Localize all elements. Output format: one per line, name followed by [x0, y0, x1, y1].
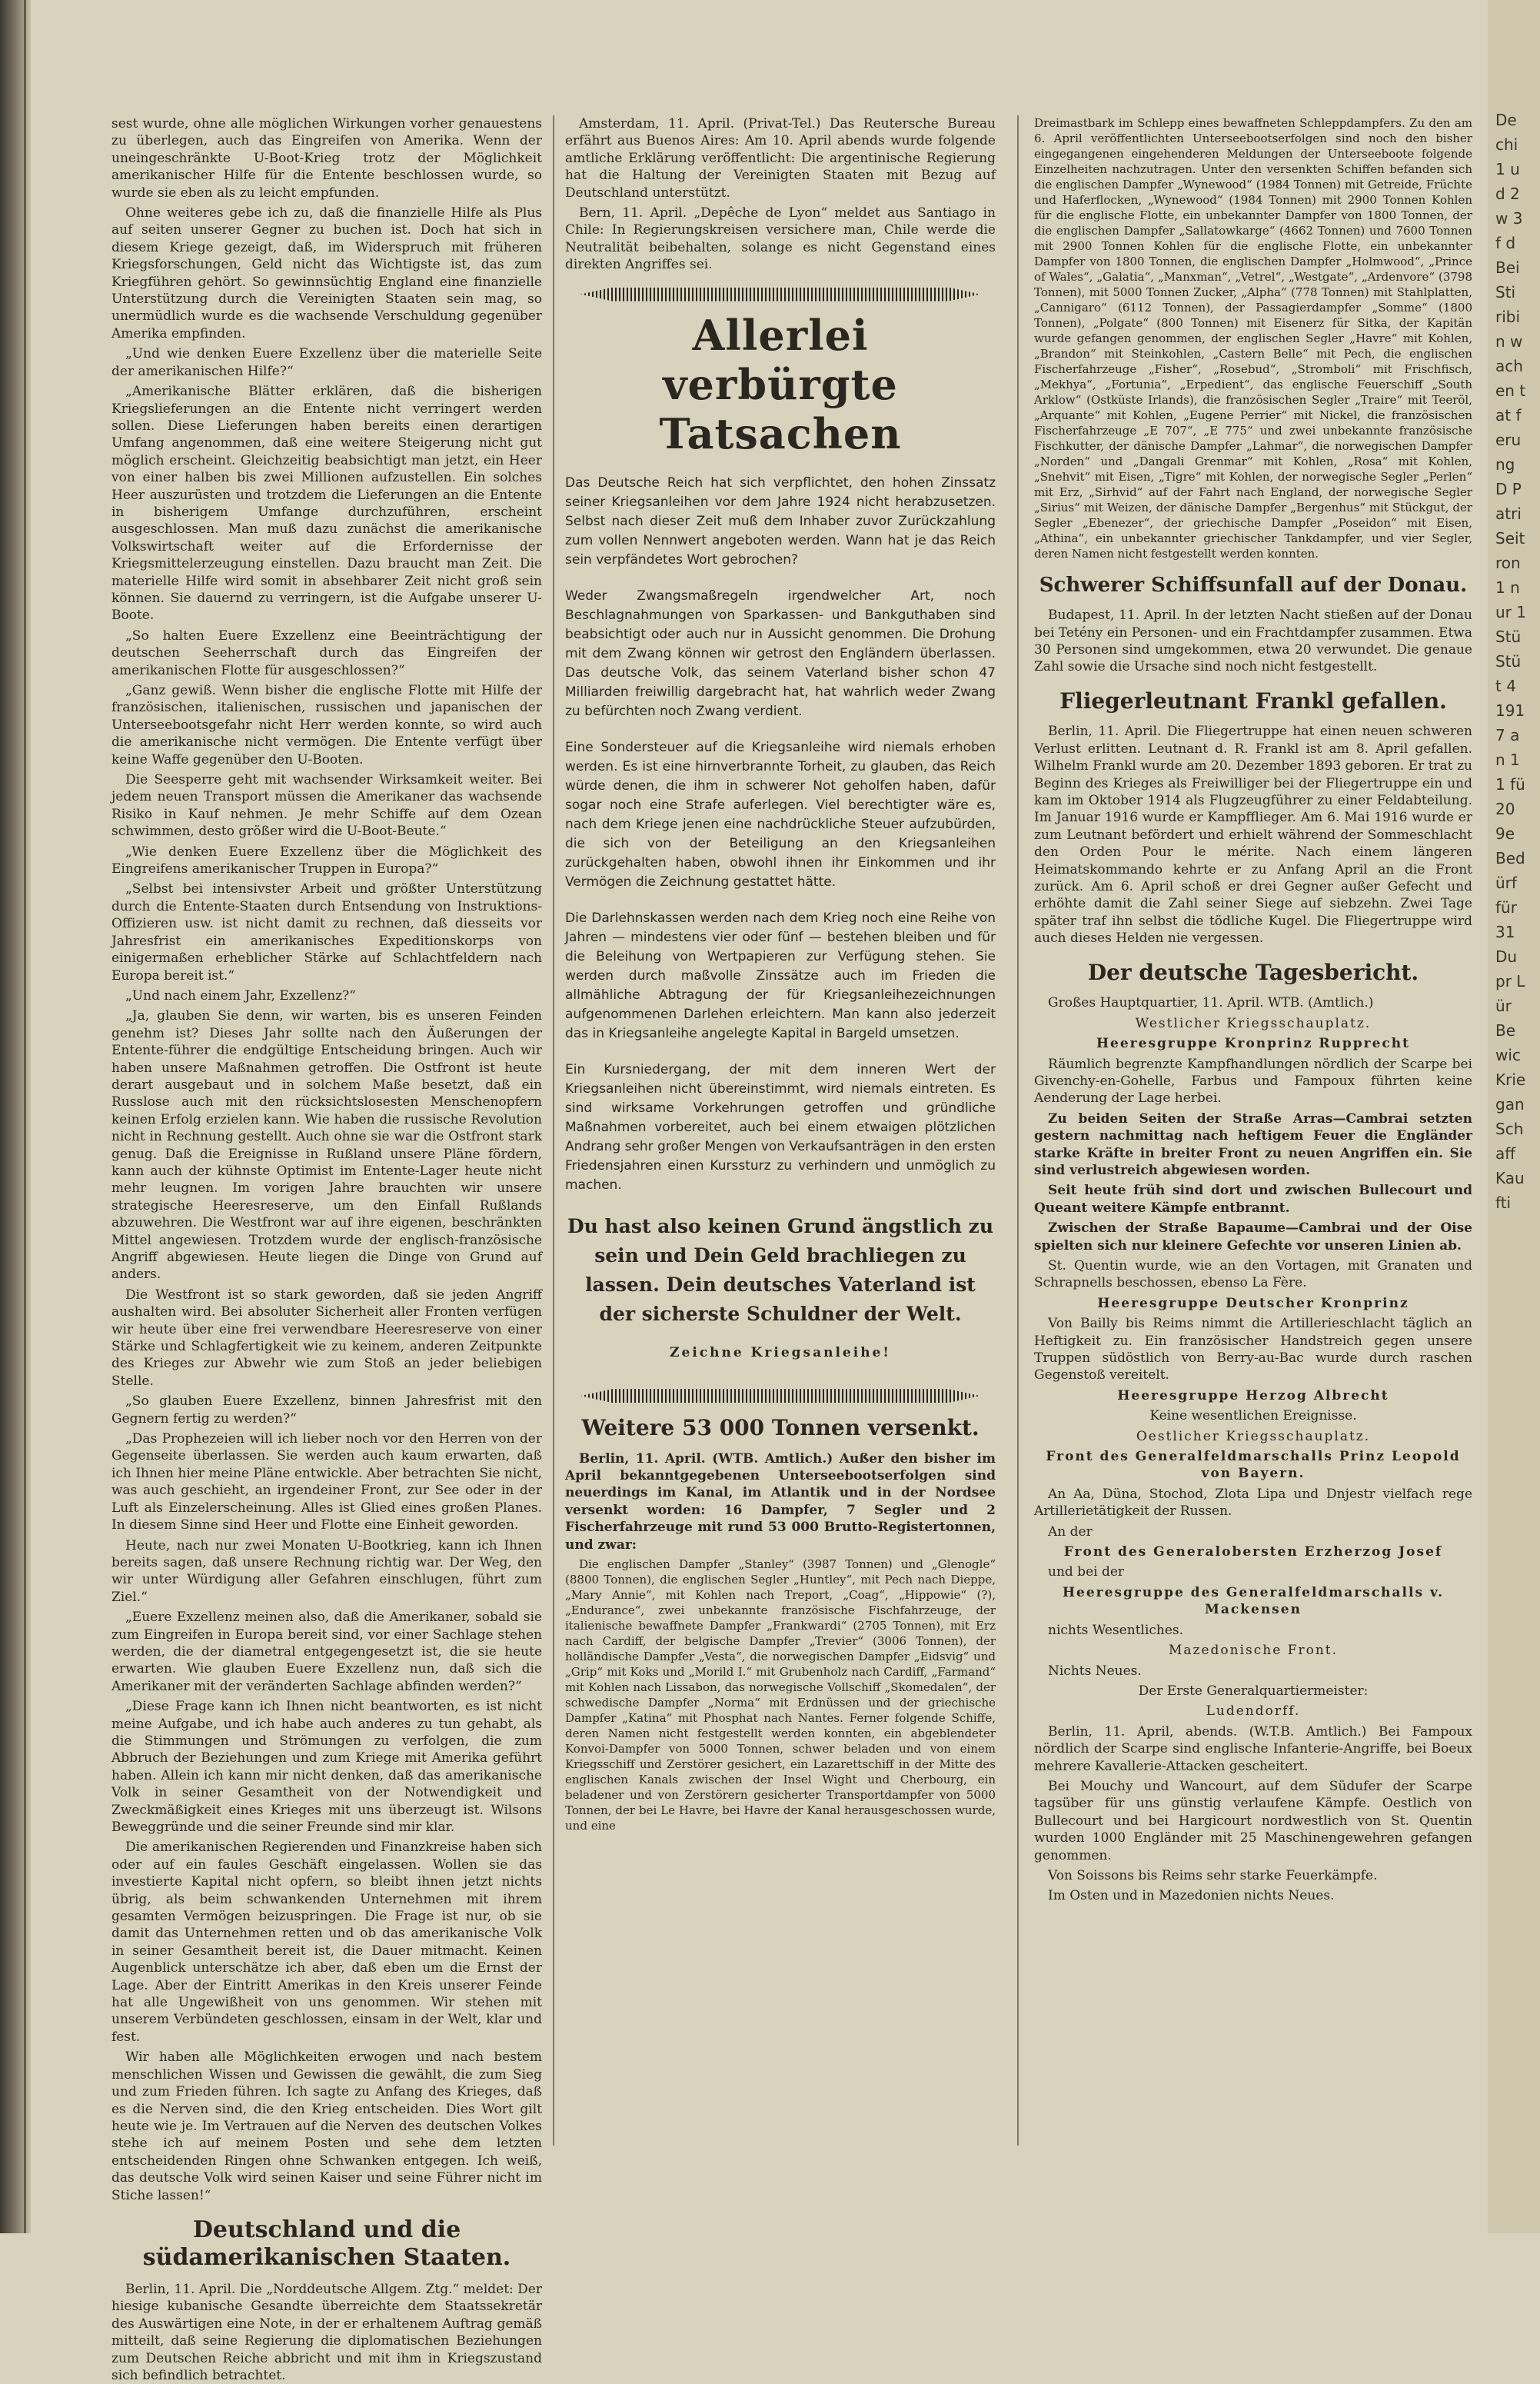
report-paragraph: Zu beiden Seiten der Straße Arras—Cambrai setzten gestern nachmittag nach heftigem Feuer die Engländer starke Kräfte in breiter Front zu neuen Angriffen ein. Sie sind verlustreich abgewiesen worden.: [1034, 1110, 1472, 1178]
binding-spine: [0, 0, 31, 2233]
evening-report: Berlin, 11. April, abends. (W.T.B. Amtlich.) Bei Fampoux nördlich der Scarpe sind englische Infanterie-Angriffe, bei Boeux mehrere Kavallerie-Attacken gescheitert.: [1034, 1723, 1472, 1774]
column-left: [111, 115, 542, 2383]
ship-list-continued: Dreimastbark im Schlepp eines bewaffneten Schleppdampfers. Zu den am 6. April veröffentlichten Unterseebootserfolgen sind noch den bisher eingegangenen eingehenderen Meldungen der Unterseeboote folgende Einzelheiten nachzutragen. Unter den versenkten Schiffen befanden sich die englischen Dampfer „Wynewood“ (1984 Tonnen) mit Getreide, Früchte und Haferflocken, „Wynewood“ (1984 Tonnen) mit 2900 Tonnen Kohlen für die englische Flotte, ein unbekannter Dampfer von 1800 Tonnen, der die englischen Dampfer „Sallatowkarge“ (4662 Tonnen) und 7600 Tonnen mit 2900 Tonnen Kohlen für die englische Flotte, ein unbekannter Dampfer von 1800 Tonnen, die englischen Dampfer „Holmwood“, „Prince of Wales“, „Galatia“, „Manxman“, „Vetrel“, „Westgate“, „Ardenvore“ (3798 Tonnen), mit 5000 Tonnen Zucker, „Alpha“ (778 Tonnen) mit Stahlplatten, „Cannigaro“ (6112 Tonnen), der Passagierdampfer „Somme“ (1800 Tonnen), „Polgate“ (800 Tonnen) mit Eisenerz für Sitka, der Kapitän wurde gefangen genommen, der englischen Segler „Havre“ mit Kohlen, „Brandon“ mit Steinkohlen, „Castern Belle“ mit Pech, die englischen Fischerfahrzeuge „Fisher“, „Rosebud“, „Stromboli“ mit Frischfisch, „Mekhya“, „Fortunia“, „Erpedient“, das englische Feuerschiff „South Arklow“ (Ostküste Irlands), die französischen Segler „Traire“ mit Teeröl, „Arquante“ mit Kohlen, „Eugene Perrier“ mit Nickel, die französischen Fischerfahrzeuge „E 707“, „E 775“ und zwei unbekannte französische Fischkutter, der dänische Dampfer „Lahmar“, die norwegischen Dampfer „Norden“ und „Dangali Grenmar“ mit Kohlen, „Rosa“ mit Kohlen, „Snehvit“ mit Eisen, „Tigre“ mit Kohlen, der norwegische Segler „Perlen“ mit Erz, „Sirhvid“ auf der Fahrt nach England, der norwegische Segler „Sirius“ mit Weizen, der dänische Dampfer „Bergenhus“ mit Stückgut, der Segler „Ebenezer“, der griechische Dampfer „Poseidon“ mit Eisen, „Athina“, ein unbekannter griechischer Tankdampfer, und vier Segler, deren Namen nicht festgestellt werden konnten.: [1034, 116, 1472, 561]
evening-report: Im Osten und in Mazedonien nichts Neues.: [1048, 1888, 1335, 1904]
column-right: [1034, 115, 1472, 2146]
column-rule: [553, 115, 554, 2146]
adjacent-page-text: De chi 1 ud 2 w 3f d Bei Sti ribin wachen tat ferung D Patri Seit ron 1 nur 1 Stü Stüt 4 1917 an 1 1 fü 20 9e Bedürf für 31 Dupr Lür Bewic Kriegan Schaff Kaufti: [1495, 111, 1526, 1212]
report-section: Mazedonische Front.: [1168, 1643, 1339, 1659]
report-intro: Großes Hauptquartier, 11. April. WTB. (Amtlich.): [1048, 995, 1374, 1011]
column-middle: [565, 115, 996, 2146]
report-paragraph: Nichts Neues.: [1048, 1663, 1142, 1679]
headline-donau: Schwerer Schiffsunfall auf der Donau.: [1039, 574, 1468, 597]
fact-item: Das Deutsche Reich hat sich verpflichtet, den hohen Zinssatz seiner Kriegsanleihen vor dem Jahre 1924 nicht herabzusetzen. Selbst nach dieser Zeit muß dem Inhaber zuvor Zurückzahlung zum vollen Nennwert angeboten werden. Wann hat je das Reich sein verpfändetes Wort gebrochen?: [565, 474, 996, 568]
report-front: Front des Generalfeldmarschalls Prinz Leopold von Bayern.: [1046, 1449, 1461, 1482]
report-paragraph: Von Bailly bis Reims nimmt die Artillerieschlacht täglich an Heftigkeit zu. Ein französischer Handstreich gegen unsere Truppen südöstlich von Berry-au-Bac wurde durch raschen Gegenstoß vereitelt.: [1034, 1316, 1472, 1383]
headline-tonnen: Weitere 53 000 Tonnen versenkt.: [581, 1415, 980, 1441]
paragraph: „Diese Frage kann ich Ihnen nicht beantworten, es ist nicht meine Aufgabe, und ich habe auch anderes zu tun gehabt, als die Stimmungen und Strömungen zu verfolgen, die zum Abbruch der Beziehungen und zum Kriege mit Amerika geführt haben. Allein ich kann mir nicht denken, daß das amerikanische Volk in seiner Gesamtheit von der Notwendigkeit und Zweckmäßigkeit eines Krieges mit uns überzeugt ist. Wilsons Beweggründe und die seiner Freunde sind mir klar.: [111, 1699, 542, 1835]
newspaper-page: [111, 115, 1480, 2383]
paragraph: „Ganz gewiß. Wenn bisher die englische Flotte mit Hilfe der französischen, italienischen, russischen und japanischen der Unterseebootsgefahr nicht Herr werden konnte, so wird auch die amerikanische nicht vermögen. Die Entente verfügt über keine Waffe gegenüber den U-Booten.: [111, 683, 542, 767]
appeal-text: Du hast also keinen Grund ängstlich zu sein und Dein Geld brachliegen zu lassen. Dein deutsches Vaterland ist der sicherste Schuldner der Welt.: [567, 1214, 994, 1325]
box-title-line: verbürgte Tatsachen: [659, 359, 902, 458]
report-group: Heeresgruppe Deutscher Kronprinz: [1097, 1295, 1409, 1311]
paragraph: sest wurde, ohne alle möglichen Wirkungen vorher genauestens zu überlegen, auch das Eingreifen von Amerika. Wenn der uneingeschränkte U-Boot-Krieg trotz der Möglichkeit amerikanischer Hilfe für die Entente beschlossen wurde, so wurde sie eben als zu leicht empfunden.: [111, 116, 542, 201]
fact-item: Eine Sondersteuer auf die Kriegsanleihe wird niemals erhoben werden. Es ist eine hirnverbrannte Torheit, zu glauben, das Reich würde denen, die ihm in schwerer Not geholfen haben, dafür sogar noch eine Strafe auferlegen. Viel berechtigter wäre es, nach dem Kriege jenen eine nachdrückliche Steuer aufzubürden, die sich von der Beteiligung an den Kriegsanleihen zurückgehalten haben, obwohl ihnen ihr Einkommen und ihr Vermögen die Zeichnung gestattet hätte.: [565, 739, 996, 890]
report-paragraph: Seit heute früh sind dort und zwischen Bullecourt und Queant weitere Kämpfe entbrannt.: [1034, 1183, 1472, 1216]
report-front: Heeresgruppe des Generalfeldmarschalls v. Mackensen: [1062, 1584, 1445, 1618]
article-frankl: Berlin, 11. April. Die Fliegertruppe hat einen neuen schweren Verlust erlitten. Leutnant d. R. Frankl ist am 8. April gefallen. Wilhelm Frankl wurde am 20. Dezember 1893 geboren. Er trat zu Beginn des Krieges als Freiwilliger bei der Fliegertruppe ein und kam im Oktober 1914 als Flugzeugführer zu einer Feldabteilung. Im Januar 1916 wurde er Kampfflieger. Am 6. Mai 1916 wurde er zum Leutnant befördert und erhielt während der Sommeschlacht den Orden Pour le mérite. Nach einem längeren Heimatskommando kehrte er zu Anfang April an die Front zurück. Am 6. April schoß er drei Gegner außer Gefecht und erhöhte damit die Zahl seiner Siege auf siebzehn. Zwei Tage später traf ihn selbst die tödliche Kugel. Die Fliegertruppe wird auch dieses Helden nie vergessen.: [1034, 724, 1472, 947]
report-signature: Ludendorff.: [1206, 1703, 1301, 1720]
news-bern: Bern, 11. April. „Depêche de Lyon“ meldet aus Santiago in Chile: In Regierungskreisen versichere man, Chile werde die Neutralität beibehalten, solange es nicht Gegenstand eines direkten Angriffes sei.: [565, 205, 996, 273]
report-paragraph: Keine wesentlichen Ereignisse.: [1149, 1408, 1357, 1424]
paragraph: Die amerikanischen Regierenden und Finanzkreise haben sich oder auf ein faules Geschäft eingelassen. Wollen sie das investierte Kapital nicht opfern, so bleibt ihnen jetzt nichts übrig, als beim schwankenden Unternehmen mit ihrem gesamten Vermögen beizuspringen. Die Frage ist nur, ob sie damit das Unternehmen retten und ob das amerikanische Volk in seiner Gesamtheit bereit ist, die Dauer mitmacht. Keinen Augenblick unterschätze ich aber, daß eben um die Ernst der Lage. Aber der Eintritt Amerikas in den Kreis unserer Feinde hat alle Ungewißheit von uns genommen. Wir stehen mit unserem Verbündeten geschlossen, einsam in der Welt, klar und fest.: [111, 1840, 542, 2045]
box-title: [565, 311, 996, 458]
evening-report: Bei Mouchy und Wancourt, auf dem Südufer der Scarpe tagsüber für uns günstig verlaufene Kämpfe. Oestlich von Bullecourt und bei Hargicourt nordwestlich von St. Quentin wurden 1000 Engländer mit 25 Maschinengewehren gefangen genommen.: [1034, 1778, 1472, 1863]
paragraph: „Selbst bei intensivster Arbeit und größter Unterstützung durch die Entente-Staaten durch Entsendung von Instruktions-Offizieren usw. ist nicht damit zu rechnen, daß diesseits vor Jahresfrist ein amerikanisches Expeditionskorps von einigermaßen erheblicher Stärke auf Schlachtfeldern nach Europa bereit ist.“: [111, 881, 542, 984]
article-donau: Budapest, 11. April. In der letzten Nacht stießen auf der Donau bei Tetény ein Personen- und ein Frachtdampfer zusammen. Etwa 30 Personen sind umgekommen, etwa 20 verwundet. Die genaue Zahl sowie die Ursache sind noch nicht festgestellt.: [1034, 608, 1472, 675]
report-paragraph: St. Quentin wurde, wie an den Vortagen, mit Granaten und Schrapnells beschossen, ebenso La Fère.: [1034, 1257, 1472, 1291]
slogan: Zeichne Kriegsanleihe!: [670, 1344, 891, 1360]
report-front: Front des Generalobersten Erzherzog Josef: [1063, 1544, 1443, 1560]
paragraph: „Wie denken Euere Exzellenz über die Möglichkeit des Eingreifens amerikanischer Truppen in Europa?“: [111, 844, 542, 877]
headline-frankl: Fliegerleutnant Frankl gefallen.: [1059, 688, 1447, 714]
report-section: Oestlicher Kriegsschauplatz.: [1136, 1428, 1371, 1444]
fact-item: Die Darlehnskassen werden nach dem Krieg noch eine Reihe von Jahren — mindestens vier oder fünf — bestehen bleiben und für die Beleihung von Wertpapieren zur Verfügung stehen. Sie werden durch maßvolle Zinssätze auch im Frieden die allmähliche Abtragung der für Kriegsanleihezeichnungen aufgenommenen Darlehen erleichtern. Man kann also jederzeit das in Kriegsanleihe angelegte Kapital in Bargeld umsetzen.: [565, 910, 996, 1041]
report-paragraph: Räumlich begrenzte Kampfhandlungen nördlich der Scarpe bei Givenchy-en-Gohelle, Farbus und Fampoux führten keine Aenderung der Lage herbei.: [1034, 1056, 1472, 1107]
paragraph: Die Seesperre geht mit wachsender Wirksamkeit weiter. Bei jedem neuen Transport müssen die Amerikaner das wachsende Risiko in Kauf nehmen. Je mehr Schiffe auf dem Ozean schwimmen, desto größer wird die U-Boot-Beute.“: [111, 772, 542, 840]
headline-tagesbericht: Der deutsche Tagesbericht.: [1087, 959, 1419, 985]
paragraph: „So halten Euere Exzellenz eine Beeinträchtigung der deutschen Seeherrschaft durch das Eingreifen der amerikanischen Flotte für ausgeschlossen?“: [111, 628, 542, 678]
headline-suedamerika: Deutschland und die südamerikanischen Staaten.: [142, 2216, 511, 2271]
report-paragraph: nichts Wesentliches.: [1048, 1622, 1184, 1638]
report-section: Westlicher Kriegsschauplatz.: [1135, 1015, 1372, 1031]
fact-item: Weder Zwangsmaßregeln irgendwelcher Art, noch Beschlagnahmungen von Sparkassen- und Bankguthaben sind beabsichtigt oder auch nur in Aussicht genommen. Die Drohung mit dem Zwang können wir getrost den Engländern überlassen. Das deutsche Volk, das seinem Vaterland bisher schon 47 Milliarden freiwillig dargebracht hat, hat wahrlich weder Zwang zu befürchten noch Zwang verdient.: [565, 588, 996, 719]
paragraph: Ohne weiteres gebe ich zu, daß die finanzielle Hilfe als Plus auf seiten unserer Gegner zu buchen ist. Doch hat sich in diesem Kriege gezeigt, daß, im Widerspruch mit früheren Kriegsforschungen, Geld nicht das Wichtigste ist, das zum Kriegführen gehört. So gewinnsüchtig England eine finanzielle Unterstützung durch die Vereinigten Staaten sein mag, so unermüdlich wurde es die wachsende Verschuldung gegenüber Amerika empfinden.: [111, 205, 542, 341]
ornamental-rule: [580, 1389, 980, 1403]
evening-report: Von Soissons bis Reims sehr starke Feuerkämpfe.: [1048, 1867, 1378, 1883]
paragraph: „Das Prophezeien will ich lieber noch vor den Herren von der Gegenseite überlassen. Sie werden auch kaum erwarten, daß ich Ihnen hier meine Pläne entwickle. Aber betrachten Sie nicht, was auch geschieht, an irgendeiner Front, zur See oder in der Luft als Einzelerscheinung. Alles ist Glied eines großen Planes. In diesem Sinne sind Heer und Flotte eine Einheit geworden.: [111, 1431, 542, 1533]
ship-list: Die englischen Dampfer „Stanley“ (3987 Tonnen) und „Glenogle“ (8800 Tonnen), die englischen Segler „Huntley“, mit Pech nach Dieppe, „Mary Annie“, mit Kohlen nach Treport, „Coag“, „Hippowie“ (?), „Endurance“, zwei unbekannte französische Fischfahrzeuge, der italienische bewaffnete Dampfer „Frankwardi“ (2705 Tonnen), mit Erz nach Cardiff, der belgische Dampfer „Trevier“ (3006 Tonnen), der holländische Dampfer „Vesta“, die norwegischen Dampfer „Eidsvig“ und „Grip“ mit Koks und „Morild I.“ mit Grubenholz nach Cardiff, „Farmand“ mit Kohlen nach Lissabon, das norwegische Vollschiff „Skomedalen“, der schwedische Dampfer „Norma“ mit Erdnüssen und der griechische Dampfer „Katina“ mit Phosphat nach Nantes. Ferner folgende Schiffe, deren Namen nicht festgestellt werden konnten, ein abgeblendeter Konvoi-Dampfer von 5000 Tonnen, schwer beladen und von einem Kriegsschiff und Zerstörer gesichert, ein Lazarettschiff in der Mitte des englischen Kanals zwischen der Insel Wight und Cherbourg, ein beladener und von Zerstörern gesicherter Transportdampfer von 5000 Tonnen, der bei Le Havre, bei Havre der Kanal herausgeschossen wurde, und eine: [565, 1557, 996, 1833]
report-group: Heeresgruppe Kronprinz Rupprecht: [1096, 1036, 1410, 1052]
ornamental-rule: [580, 288, 980, 301]
paragraph: „Und nach einem Jahr, Exzellenz?“: [125, 987, 356, 1004]
report-paragraph: An der: [1048, 1523, 1093, 1540]
report-paragraph: An Aa, Düna, Stochod, Zlota Lipa und Dnjestr vielfach rege Artillerietätigkeit der Russen.: [1034, 1486, 1472, 1520]
report-group: Heeresgruppe Herzog Albrecht: [1117, 1387, 1389, 1403]
column-rule: [1017, 115, 1019, 2146]
fact-item: Ein Kursniedergang, der mit dem inneren Wert der Kriegsanleihen nicht übereinstimmt, wird niemals eintreten. Es sind wirksame Vorkehrungen getroffen und gründliche Maßnahmen vorbereitet, auch bei einem etwaigen plötzlichen Andrang sehr großer Mengen von Verkaufsanträgen in den ersten Friedensjahren einen Kurssturz zu verhindern und unmöglich zu machen.: [565, 1061, 996, 1193]
report-paragraph: und bei der: [1048, 1564, 1125, 1580]
box-title-line: Allerlei: [692, 310, 869, 360]
paragraph: „Euere Exzellenz meinen also, daß die Amerikaner, sobald sie zum Eingreifen in Europa bereit sind, vor einer Sachlage stehen werden, die der diametral entgegengesetzt ist, die sie heute erwarten. Wie glauben Euere Exzellenz nun, daß sich die Amerikaner mit der veränderten Sachlage abfinden werden?“: [111, 1610, 542, 1694]
paragraph: „Amerikanische Blätter erklären, daß die bisherigen Kriegslieferungen an die Entente nicht verringert werden sollen. Diese Lieferungen haben bereits einen derartigen Umfang angenommen, daß eine weitere Steigerung nicht gut möglich erscheint. Gleichzeitig beabsichtigt man jetzt, ein Heer von einer halben bis zwei Millionen aufzustellen. Ein solches Heer auszurüsten und trotzdem die Lieferungen an die Entente in bisherigem Umfange durchzuführen, erscheint ausgeschlossen. Man muß dazu zunächst die amerikanische Volkswirtschaft weiter auf die Erfordernisse der Kriegsmittelerzeugung einstellen. Dazu braucht man Zeit. Die materielle Hilfe wird somit in absehbarer Zeit nicht groß sein können. Sie dauernd zu verringern, ist die Aufgabe unserer U-Boote.: [111, 384, 542, 624]
paragraph: Die Westfront ist so stark geworden, daß sie jeden Angriff aushalten wird. Bei absoluter Sicherheit aller Fronten verfügen wir heute über eine frei verwendbare Heeresreserve von einer Stärke und Schlagfertigkeit wie zu keinem, anderen Zeitpunkte des Krieges zur Abwehr wie zum Stoß an jeder beliebigen Stelle.: [111, 1287, 542, 1389]
paragraph: Heute, nach nur zwei Monaten U-Bootkrieg, kann ich Ihnen bereits sagen, daß unsere Rechnung richtig war. Der Weg, den wir unter Würdigung aller Gefahren einschlugen, führt zum Ziel.“: [111, 1537, 542, 1605]
paragraph: „Ja, glauben Sie denn, wir warten, bis es unseren Feinden genehm ist? Dieses Jahr sollte nach den Äußerungen der Entente-führer die endgültige Entscheidung bringen. Auch wir haben unsere Maßnahmen getroffen. Die Ostfront ist heute derart ausgebaut und in solchem Maße besetzt, daß ein Russlose auch mit den rücksichtslosesten Menschenopfern keinen Erfolg erzielen kann. Wie haben die russische Revolution nicht in Rechnung gestellt. Auch ohne sie war die Ostfront stark genug. Daß die Ereignisse in Rußland unsere Pläne fördern, kann auch der kühnste Optimist im Entente-Lager heute nicht mehr leugnen. Im vorigen Jahre brauchten wir unsere strategische Heeresreserve, um den Einfall Rußlands abzuwehren. Die Westfront war auf ihre eigenen, beschränkten Mittel angewiesen. Trotzdem wurde der englisch-französische Angriff abgewiesen. Heute liegen die Dinge von Grund auf anders.: [111, 1008, 542, 1283]
article-suedamerika: Berlin, 11. April. Die „Norddeutsche Allgem. Ztg.“ meldet: Der hiesige kubanische Gesandte überreichte dem Staatssekretär des Auswärtigen eine Note, in der er erhaltenem Auftrag gemäß mitteilt, daß seine Regierung die diplomatischen Beziehungen zum Deutschen Reiche abbricht und mit ihm in Kriegszustand sich befindlich betrachtet.: [111, 2281, 542, 2383]
report-paragraph: Zwischen der Straße Bapaume—Cambrai und der Oise spielten sich nur kleinere Gefechte vor unseren Linien ab.: [1034, 1220, 1472, 1254]
paragraph: Wir haben alle Möglichkeiten erwogen und nach bestem menschlichen Wissen und Gewissen die gewählt, die zum Sieg und zum Frieden führen. Ich sagte zu Anfang des Krieges, daß es die Nerven sind, die den Krieg entscheiden. Dies Wort gilt heute wie je. Im Vertrauen auf die Nerven des deutschen Volkes stehe ich auf meinem Posten und sehe dem letzten entscheidenden Ringen ohne Schwanken entgegen. Ich weiß, das deutsche Volk wird seinen Kaiser und seine Führer nicht im Stiche lassen!“: [111, 2049, 542, 2203]
news-amsterdam: Amsterdam, 11. April. (Privat-Tel.) Das Reutersche Bureau erfährt aus Buenos Aires: Am 10. April abends wurde folgende amtliche Erklärung veröffentlicht: Die argentinische Regierung hat die Haltung der Vereinigten Staaten mit Bezug auf Deutschland unterstützt.: [565, 116, 996, 201]
paragraph: „Und wie denken Euere Exzellenz über die materielle Seite der amerikanischen Hilfe?“: [111, 346, 542, 379]
article-tonnen: Berlin, 11. April. (WTB. Amtlich.) Außer den bisher im April bekanntgegebenen Unterseebootserfolgen sind neuerdings im Kanal, im Atlantik und in der Nordsee versenkt worden: 16 Dampfer, 7 Segler und 2 Fischerfahrzeuge mit rund 53 000 Brutto-Registertonnen, und zwar:: [565, 1450, 996, 1553]
report-signature: Der Erste Generalquartiermeister:: [1138, 1683, 1369, 1699]
paragraph: „So glauben Euere Exzellenz, binnen Jahresfrist mit den Gegnern fertig zu werden?“: [111, 1393, 542, 1427]
